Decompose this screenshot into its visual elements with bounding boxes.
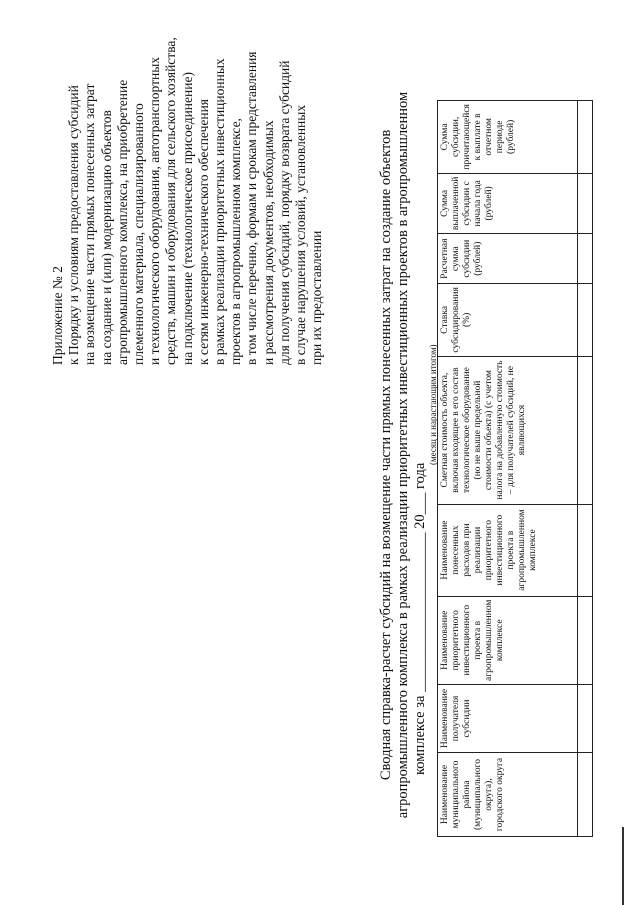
period-hint: (месяц и нарастающим итогом)	[428, 344, 438, 465]
appendix-line: и рассмотрения документов, необходимых	[260, 120, 276, 365]
appendix-line: при их предоставлении	[309, 230, 325, 365]
table-cell	[578, 685, 593, 753]
appendix-line: в том числе перечню, формам и срокам представления	[244, 51, 260, 365]
heading-line: агропромышленного комплекса в рамках реализации приоритетных инвестиционных проектов в агропромышленном	[395, 91, 411, 819]
appendix-line: на создание и (или) модернизацию объектов	[98, 110, 114, 365]
table-row	[578, 101, 593, 837]
table-cell	[578, 101, 593, 174]
calculation-table	[437, 100, 593, 837]
bottom-rule	[622, 827, 624, 905]
appendix-line: племенного материала, специализированного	[131, 103, 147, 365]
appendix-line: к сетям инженерно-технического обеспечения	[195, 98, 211, 365]
column-header: Сумма выплаченной субсидии с начала года (рублей)	[438, 173, 578, 234]
column-header: Наименование получателя субсидии	[438, 685, 578, 753]
column-header: Сумма субсидии, причитающейся к выплате в отчетном периоде (рублей)	[438, 101, 578, 174]
heading-line: Сводная справка-расчет субсидий на возмещение части прямых понесенных затрат на создание объектов	[378, 129, 394, 781]
table-cell	[578, 234, 593, 284]
appendix-line: проектов в агропромышленном комплексе,	[228, 118, 244, 365]
appendix-title: Приложение № 2	[50, 266, 65, 365]
document-heading	[378, 25, 412, 885]
appendix-line: в случае нарушения условий, установленных	[293, 104, 309, 365]
column-header: Расчетная сумма субсидии (рублей)	[438, 234, 578, 284]
table-cell	[578, 753, 593, 837]
appendix-line: средств, машин и оборудования для сельского хозяйства,	[163, 37, 179, 365]
period-line: комплексе за ______________________ 20___ года	[412, 462, 428, 775]
table-cell	[578, 504, 593, 596]
table-cell	[578, 173, 593, 234]
appendix-line: в рамках реализации приоритетных инвестиционных	[212, 58, 228, 365]
appendix-line: на возмещение части прямых понесенных затрат	[82, 83, 98, 365]
column-header: Наименование понесенных расходов при реализации приоритетного инвестиционного проекта в агропромышленном комплексе	[438, 504, 578, 596]
column-header: Наименование приоритетного инвестиционного проекта в агропромышленном комплексе	[438, 596, 578, 684]
table-cell	[578, 284, 593, 356]
column-header: Наименование муниципального района (муниципального округа), городского округа	[438, 753, 578, 837]
appendix-line: к Порядку и условиям предоставления субсидий	[66, 85, 82, 365]
appendix-line: для получения субсидий, порядку возврата субсидий	[276, 60, 292, 365]
column-header: Сметная стоимость объекта, включая входящее в его состав технологическое оборудование (но не выше предельной стоимости объекта) (с учетом налога на добавленную стоимость – для получателей субсидий, не являющихся	[438, 356, 578, 504]
appendix-block	[50, 25, 325, 365]
appendix-line: агропромышленного комплекса, на приобретение	[114, 79, 130, 365]
appendix-line: на подключение (технологическое присоединение)	[179, 72, 195, 365]
table-header-row	[438, 101, 578, 837]
table-cell	[578, 596, 593, 684]
table-cell	[578, 356, 593, 504]
column-header: Ставка субсидирования (%)	[438, 284, 578, 356]
appendix-line: и технологического оборудования, автотранспортных	[147, 56, 163, 365]
